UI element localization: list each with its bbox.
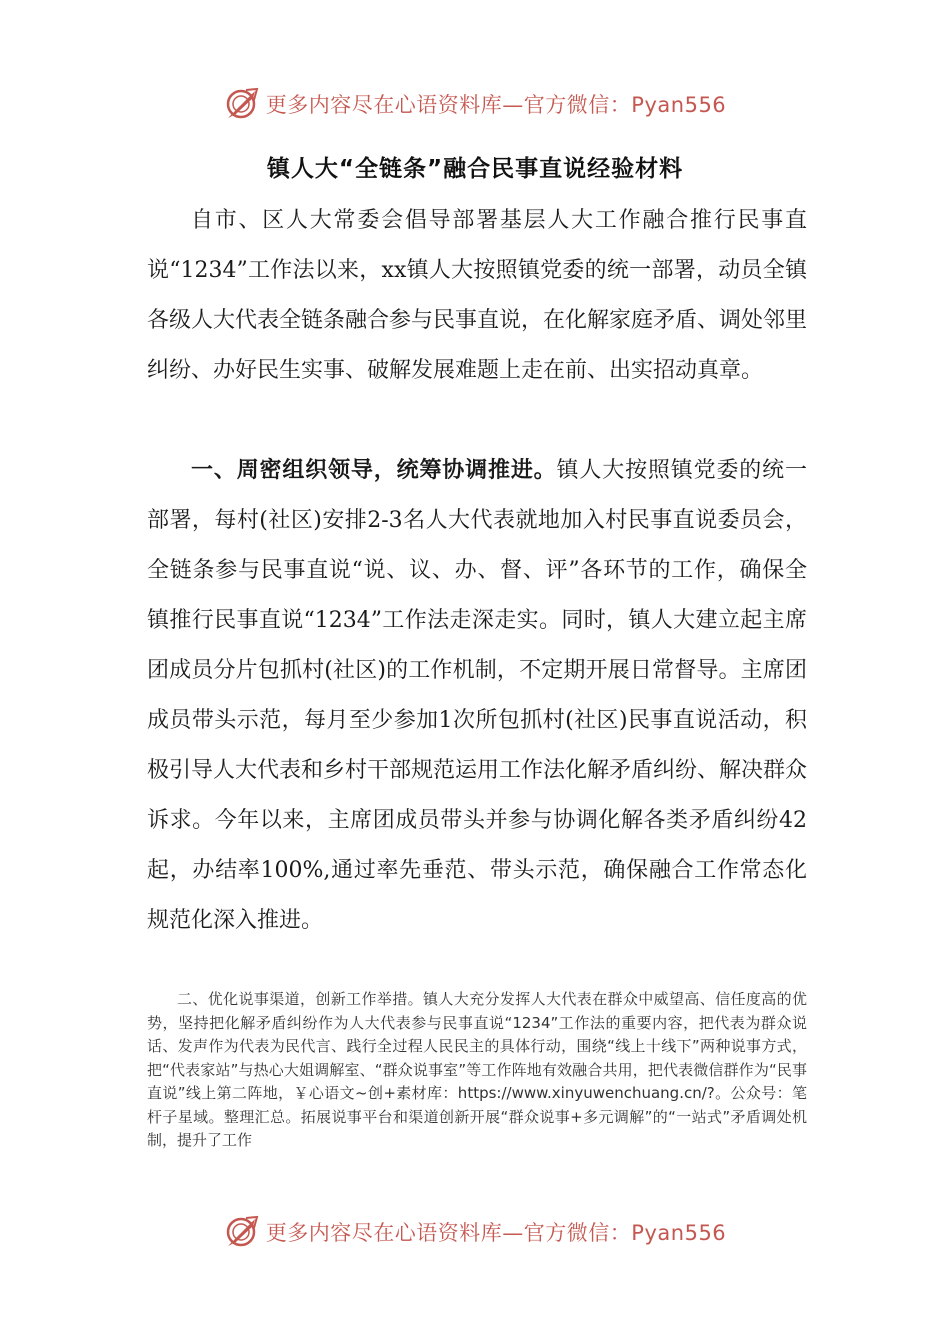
header-banner xyxy=(0,84,950,124)
footer-banner xyxy=(0,1212,950,1252)
quill-logo-icon xyxy=(224,86,260,122)
section-2-paragraph: 二、优化说事渠道，创新工作举措。镇人大充分发挥人大代表在群众中威望高、信任度高的优势，坚持把化解矛盾纠纷作为人大代表参与民事直说“1234”工作法的重要内容，把代表为群众说话、发声作为代表为民代言、践行全过程人民民主的具体行动，围绕“线上十线下”两种说事方式，把“代表家站”与热心大姐调解室、“群众说事室”等工作阵地有效融合共用，把代表微信群作为“民事直说”线上第二阵地，￥心语文~创+素材库：https://www.xinyuwenchuang.cn/?。公众号：笔杆子星域。整理汇总。拓展说事平台和渠道创新开展“群众说事+多元调解”的“一站式”矛盾调处机制，提升了工作 xyxy=(147,990,807,1149)
banner-text: 更多内容尽在心语资料库—官方微信：Pyan556 xyxy=(265,93,727,117)
section-1-paragraph xyxy=(147,446,807,946)
section-1-body: 镇人大按照镇党委的统一部署，每村(社区)安排2-3名人大代表就地加入村民事直说委员会，全链条参与民事直说“说、议、办、督、评”各环节的工作，确保全镇推行民事直说“1234”工作法走深走实。同时，镇人大建立起主席团成员分片包抓村(社区)的工作机制，不定期开展日常督导。主席团成员带头示范，每月至少参加1次所包抓村(社区)民事直说活动，积极引导人大代表和乡村干部规范运用工作法化解矛盾纠纷、解决群众诉求。今年以来，主席团成员带头并参与协调化解各类矛盾纠纷42起，办结率100%,通过率先垂范、带头示范，确保融合工作常态化规范化深入推进。 xyxy=(147,458,808,933)
section-1-heading: 一、周密组织领导，统筹协调推进。 xyxy=(191,458,557,483)
intro-paragraph: 自市、区人大常委会倡导部署基层人大工作融合推行民事直说“1234”工作法以来，xx镇人大按照镇党委的统一部署，动员全镇各级人大代表全链条融合参与民事直说，在化解家庭矛盾、调处邻里纠纷、办好民生实事、破解发展难题上走在前、出实招动真章。 xyxy=(147,208,808,383)
document-title: 镇人大“全链条”融合民事直说经验材料 xyxy=(266,156,684,182)
quill-logo-icon xyxy=(224,1214,260,1250)
banner-text: 更多内容尽在心语资料库—官方微信：Pyan556 xyxy=(265,1221,727,1245)
